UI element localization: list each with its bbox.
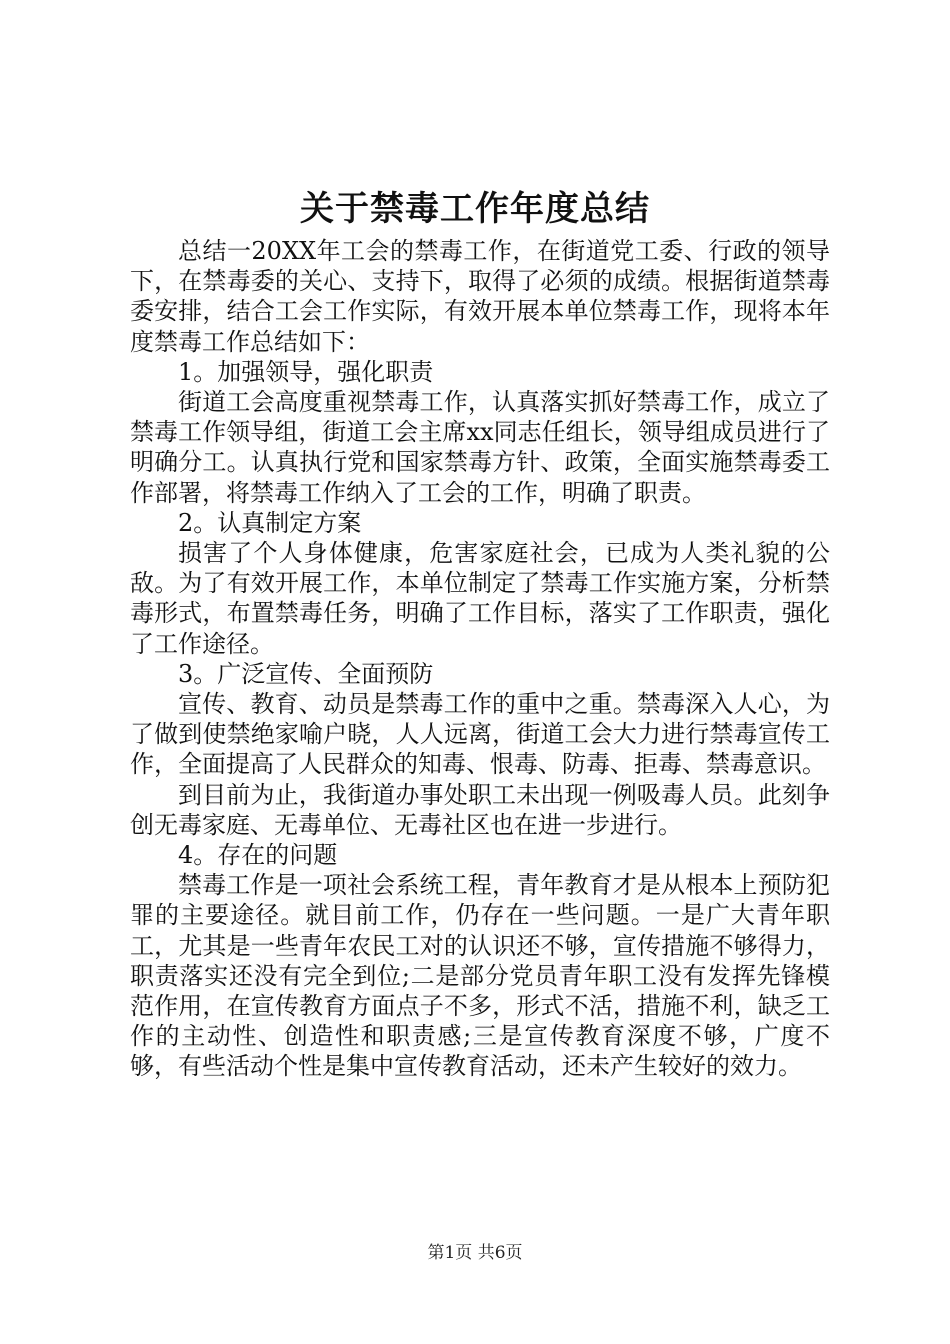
paragraph: 损害了个人身体健康，危害家庭社会，已成为人类礼貌的公敌。为了有效开展工作，本单位制定了禁毒工作实施方案，分析禁毒形式，布置禁毒任务，明确了工作目标，落实了工作职责，强化了工作途径。 [130, 539, 830, 658]
paragraph: 宣传、教育、动员是禁毒工作的重中之重。禁毒深入人心，为了做到使禁绝家喻户晓，人人远离，街道工会大力进行禁毒宣传工作，全面提高了人民群众的知毒、恨毒、防毒、拒毒、禁毒意识。 [130, 690, 830, 779]
paragraph: 禁毒工作是一项社会系统工程，青年教育才是从根本上预防犯罪的主要途径。就目前工作，仍存在一些问题。一是广大青年职工，尤其是一些青年农民工对的认识还不够，宣传措施不够得力，职责落实还没有完全到位;二是部分党员青年职工没有发挥先锋模范作用，在宣传教育方面点子不多，形式不活，措施不利，缺乏工作的主动性、创造性和职责感;三是宣传教育深度不够，广度不够，有些活动个性是集中宣传教育活动，还未产生较好的效力。 [130, 871, 830, 1081]
paragraph: 到目前为止，我街道办事处职工未出现一例吸毒人员。此刻争创无毒家庭、无毒单位、无毒社区也在进一步进行。 [130, 780, 830, 839]
paragraph: 总结一20XX年工会的禁毒工作，在街道党工委、行政的领导下，在禁毒委的关心、支持下，取得了必须的成绩。根据街道禁毒委安排，结合工会工作实际，有效开展本单位禁毒工作，现将本年度禁毒工作总结如下： [130, 237, 830, 356]
section-heading: 1。加强领导，强化职责 [178, 357, 434, 386]
section-heading: 3。广泛宣传、全面预防 [178, 659, 434, 688]
section-heading: 2。认真制定方案 [178, 508, 362, 537]
document-body [130, 236, 830, 1082]
paragraph: 街道工会高度重视禁毒工作，认真落实抓好禁毒工作，成立了禁毒工作领导组，街道工会主席xx同志任组长，领导组成员进行了明确分工。认真执行党和国家禁毒方针、政策，全面实施禁毒委工作部署，将禁毒工作纳入了工会的工作，明确了职责。 [130, 388, 830, 507]
page-footer: 第1页 共6页 [427, 1243, 523, 1263]
document-title: 关于禁毒工作年度总结 [300, 189, 650, 229]
section-heading: 4。存在的问题 [178, 841, 338, 870]
